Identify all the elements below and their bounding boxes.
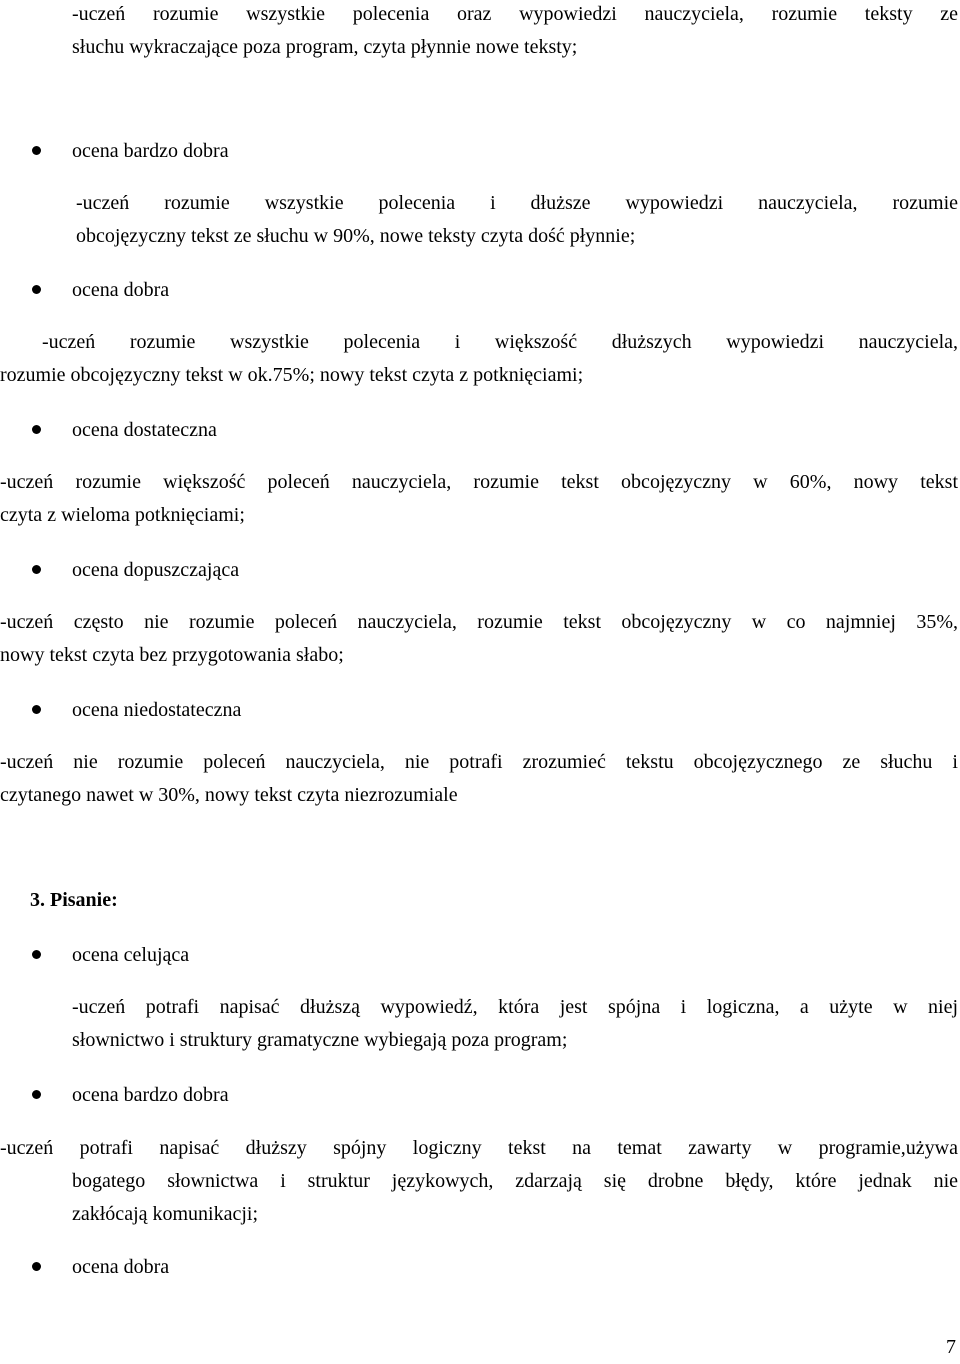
- bullet-icon: [32, 146, 41, 155]
- paragraph-line: obcojęzyczny tekst ze słuchu w 90%, nowe teksty czyta dość płynnie;: [76, 225, 636, 247]
- grade-label: ocena bardzo dobra: [72, 1084, 229, 1106]
- paragraph-pisanie-bardzo-dobra: [0, 1133, 958, 1229]
- paragraph-line: -uczeń rozumie wszystkie polecenia i dłuższe wypowiedzi nauczyciela, rozumie: [76, 192, 958, 214]
- grade-label: ocena dobra: [72, 1256, 170, 1278]
- section-heading-pisanie: 3. Pisanie:: [30, 889, 118, 911]
- bullet-icon: [32, 950, 41, 959]
- paragraph-line: rozumie obcojęzyczny tekst w ok.75%; nowy tekst czyta z potknięciami;: [0, 364, 584, 386]
- paragraph-pisanie-celujaca: [72, 992, 958, 1055]
- paragraph-line: -uczeń potrafi napisać dłuższy spójny logiczny tekst na temat zawarty w programie,używa: [0, 1137, 958, 1159]
- bullet-icon: [32, 425, 41, 434]
- page-number: 7: [946, 1336, 956, 1358]
- grade-label: ocena dostateczna: [72, 419, 217, 441]
- paragraph-line: -uczeń rozumie wszystkie polecenia oraz wypowiedzi nauczyciela, rozumie teksty ze: [72, 3, 958, 25]
- paragraph-line: czyta z wieloma potknięciami;: [0, 504, 245, 526]
- paragraph-line: -uczeń nie rozumie poleceń nauczyciela, nie potrafi zrozumieć tekstu obcojęzycznego ze słuchu i: [0, 751, 958, 773]
- grade-label: ocena dobra: [72, 279, 170, 301]
- grade-label: ocena celująca: [72, 944, 190, 966]
- bullet-icon: [32, 565, 41, 574]
- paragraph-line: słownictwo i struktury gramatyczne wybiegają poza program;: [72, 1029, 568, 1051]
- bullet-icon: [32, 1262, 41, 1271]
- paragraph-listening-top: [72, 0, 958, 62]
- paragraph-niedostateczna: [0, 747, 958, 810]
- grade-label: ocena niedostateczna: [72, 699, 242, 721]
- bullet-icon: [32, 1090, 41, 1099]
- paragraph-line: zakłócają komunikacji;: [72, 1203, 259, 1225]
- paragraph-line: -uczeń potrafi napisać dłuższą wypowiedź, która jest spójna i logiczna, a użyte w niej: [72, 996, 958, 1018]
- bullet-icon: [32, 285, 41, 294]
- grade-label: ocena dopuszczająca: [72, 559, 240, 581]
- bullet-icon: [32, 705, 41, 714]
- paragraph-dostateczna: [0, 467, 958, 530]
- paragraph-dopuszczajaca: [0, 607, 958, 670]
- paragraph-line: słuchu wykraczające poza program, czyta płynnie nowe teksty;: [72, 36, 578, 58]
- paragraph-bardzo-dobra: [76, 188, 958, 251]
- paragraph-dobra: [0, 327, 958, 390]
- paragraph-line: -uczeń rozumie wszystkie polecenia i większość dłuższych wypowiedzi nauczyciela,: [42, 331, 958, 353]
- grade-label: ocena bardzo dobra: [72, 140, 229, 162]
- paragraph-line: -uczeń często nie rozumie poleceń nauczyciela, rozumie tekst obcojęzyczny w co najmniej 35%,: [0, 611, 958, 633]
- paragraph-line: bogatego słownictwa i struktur językowych, zdarzają się drobne błędy, które jednak nie: [72, 1170, 958, 1192]
- paragraph-line: nowy tekst czyta bez przygotowania słabo;: [0, 644, 344, 666]
- paragraph-line: -uczeń rozumie większość poleceń nauczyciela, rozumie tekst obcojęzyczny w 60%, nowy tekst: [0, 471, 958, 493]
- paragraph-line: czytanego nawet w 30%, nowy tekst czyta niezrozumiale: [0, 784, 458, 806]
